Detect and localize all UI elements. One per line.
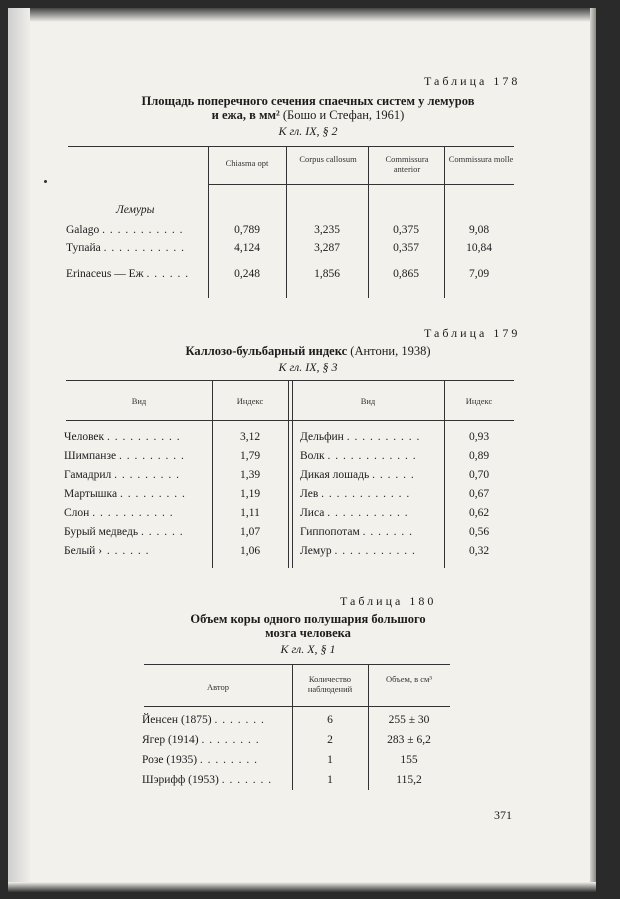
table-cell-value: 3,12: [239, 431, 261, 443]
table-cell-value: 0,89: [468, 450, 490, 462]
table-cell-value: 6: [327, 714, 333, 726]
table-row-name: Гиппопотам . . . . . . .: [300, 526, 413, 538]
table-178-col-header: Commissura anterior: [385, 154, 429, 174]
table-180-top-rule: [144, 664, 450, 665]
table-cell-value: 0,70: [468, 469, 490, 481]
table-cell-value: 0,789: [234, 224, 260, 236]
table-180-divider: [368, 664, 369, 790]
table-178-group-label: Лемуры: [116, 204, 155, 216]
table-178-col-header: Commissura molle: [448, 154, 514, 164]
table-row-name: Дельфин . . . . . . . . . .: [300, 431, 421, 443]
table-cell-value: 7,09: [468, 268, 490, 280]
table-178-top-rule: [68, 146, 514, 147]
table-cell-value: 0,56: [468, 526, 490, 538]
table-row-name: Лев . . . . . . . . . . . .: [300, 488, 411, 500]
table-cell-value: 0,62: [468, 507, 490, 519]
page-edge-shadow: [590, 8, 596, 892]
table-180-col-header: Объем, в см³: [386, 674, 432, 684]
table-180-header-rule: [144, 706, 450, 707]
table-179-col-header: Вид: [360, 396, 376, 406]
table-cell-value: 0,67: [468, 488, 490, 500]
table-cell-value: 1: [327, 754, 333, 766]
table-180-col-header: Количество наблюдений: [307, 674, 353, 694]
table-179-title-text: Каллозо-бульбарный индекс: [185, 344, 348, 358]
table-cell-value: 9,08: [468, 224, 490, 236]
table-178-title: Площадь поперечного сечения спаечных систем у лемуров: [141, 94, 475, 108]
table-178-header-rule: [208, 184, 514, 185]
table-row-name: Розе (1935) . . . . . . . .: [142, 754, 259, 766]
table-179-title: [88, 344, 528, 359]
table-row-name: Йенсен (1875) . . . . . . .: [142, 714, 265, 726]
table-cell-value: 1,06: [239, 545, 261, 557]
table-row-name: Дикая лошадь . . . . . .: [300, 469, 415, 481]
table-180-divider: [292, 664, 293, 790]
print-speck: [44, 180, 47, 183]
table-row-name: Galago . . . . . . . . . . .: [66, 224, 184, 236]
table-cell-value: 1,39: [239, 469, 261, 481]
table-180-subtitle: К гл. X, § 1: [280, 642, 336, 656]
table-row-name: Лемур . . . . . . . . . . .: [300, 545, 416, 557]
table-178-col-header: Chiasma opt: [225, 158, 269, 168]
table-cell-value: 3,287: [314, 242, 340, 254]
table-cell-value: 2: [327, 734, 333, 746]
table-cell-value: 155: [400, 754, 418, 766]
table-row-name: Шимпанзе . . . . . . . . .: [64, 450, 185, 462]
table-cell-value: 115,2: [396, 774, 422, 786]
table-cell-value: 4,124: [234, 242, 260, 254]
table-180-title: Объем коры одного полушария большого: [190, 612, 426, 626]
table-179-col-header: Индекс: [465, 396, 493, 406]
table-180-title-line2: мозга человека: [265, 626, 351, 640]
table-row-name: Белый › . . . . . .: [64, 545, 150, 557]
table-row-name: Шэрифф (1953) . . . . . . .: [142, 774, 273, 786]
table-178-title-line2: [88, 108, 528, 123]
table-cell-value: 283 ± 6,2: [387, 734, 431, 746]
table-row-name: Слон . . . . . . . . . . .: [64, 507, 174, 519]
table-178-subtitle: К гл. IX, § 2: [278, 124, 338, 138]
table-180-col-header: Автор: [206, 682, 230, 692]
book-page: [8, 8, 596, 892]
page-top-shadow: [8, 8, 596, 22]
table-179-subtitle: К гл. IX, § 3: [278, 360, 338, 374]
table-cell-value: 1,19: [239, 488, 261, 500]
page-gutter-shadow: [8, 8, 30, 892]
table-180-label: Таблица 180: [340, 594, 437, 608]
table-178-source: (Бошо и Стефан, 1961): [282, 108, 405, 122]
table-cell-value: 255 ± 30: [388, 714, 430, 726]
page-bottom-shadow: [8, 882, 596, 892]
table-179-source: (Антони, 1938): [350, 344, 431, 358]
table-cell-value: 10,84: [466, 242, 492, 254]
table-row-name: Тупайа . . . . . . . . . . .: [66, 242, 185, 254]
table-row-name: Мартышка . . . . . . . . .: [64, 488, 186, 500]
table-cell-value: 1,07: [239, 526, 261, 538]
table-cell-value: 1,11: [240, 507, 260, 519]
table-row-name: Лиса . . . . . . . . . . .: [300, 507, 409, 519]
table-row-name: Человек . . . . . . . . . .: [64, 431, 181, 443]
table-row-name: Ягер (1914) . . . . . . . .: [142, 734, 260, 746]
table-cell-value: 0,248: [234, 268, 260, 280]
table-178-col-header: Corpus callosum: [299, 154, 357, 164]
table-179-col-header: Вид: [131, 396, 147, 406]
table-179-double-divider: [288, 380, 293, 568]
table-cell-value: 1,856: [314, 268, 340, 280]
page-number: 371: [494, 808, 512, 822]
table-row-name: Волк . . . . . . . . . . . .: [300, 450, 417, 462]
table-178-unit: и ежа, в мм²: [211, 108, 280, 122]
table-cell-value: 0,375: [393, 224, 419, 236]
table-cell-value: 0,32: [468, 545, 490, 557]
table-179-col-header: Индекс: [236, 396, 264, 406]
table-178-label: Таблица 178: [424, 74, 521, 88]
table-cell-value: 0,357: [393, 242, 419, 254]
table-cell-value: 0,865: [393, 268, 419, 280]
table-row-name: Erinaceus — Еж . . . . . .: [66, 268, 190, 280]
table-cell-value: 3,235: [314, 224, 340, 236]
table-cell-value: 1,79: [239, 450, 261, 462]
table-row-name: Бурый медведь . . . . . .: [64, 526, 184, 538]
table-cell-value: 0,93: [468, 431, 490, 443]
table-cell-value: 1: [327, 774, 333, 786]
table-row-name: Гамадрил . . . . . . . . .: [64, 469, 181, 481]
table-179-label: Таблица 179: [424, 326, 521, 340]
